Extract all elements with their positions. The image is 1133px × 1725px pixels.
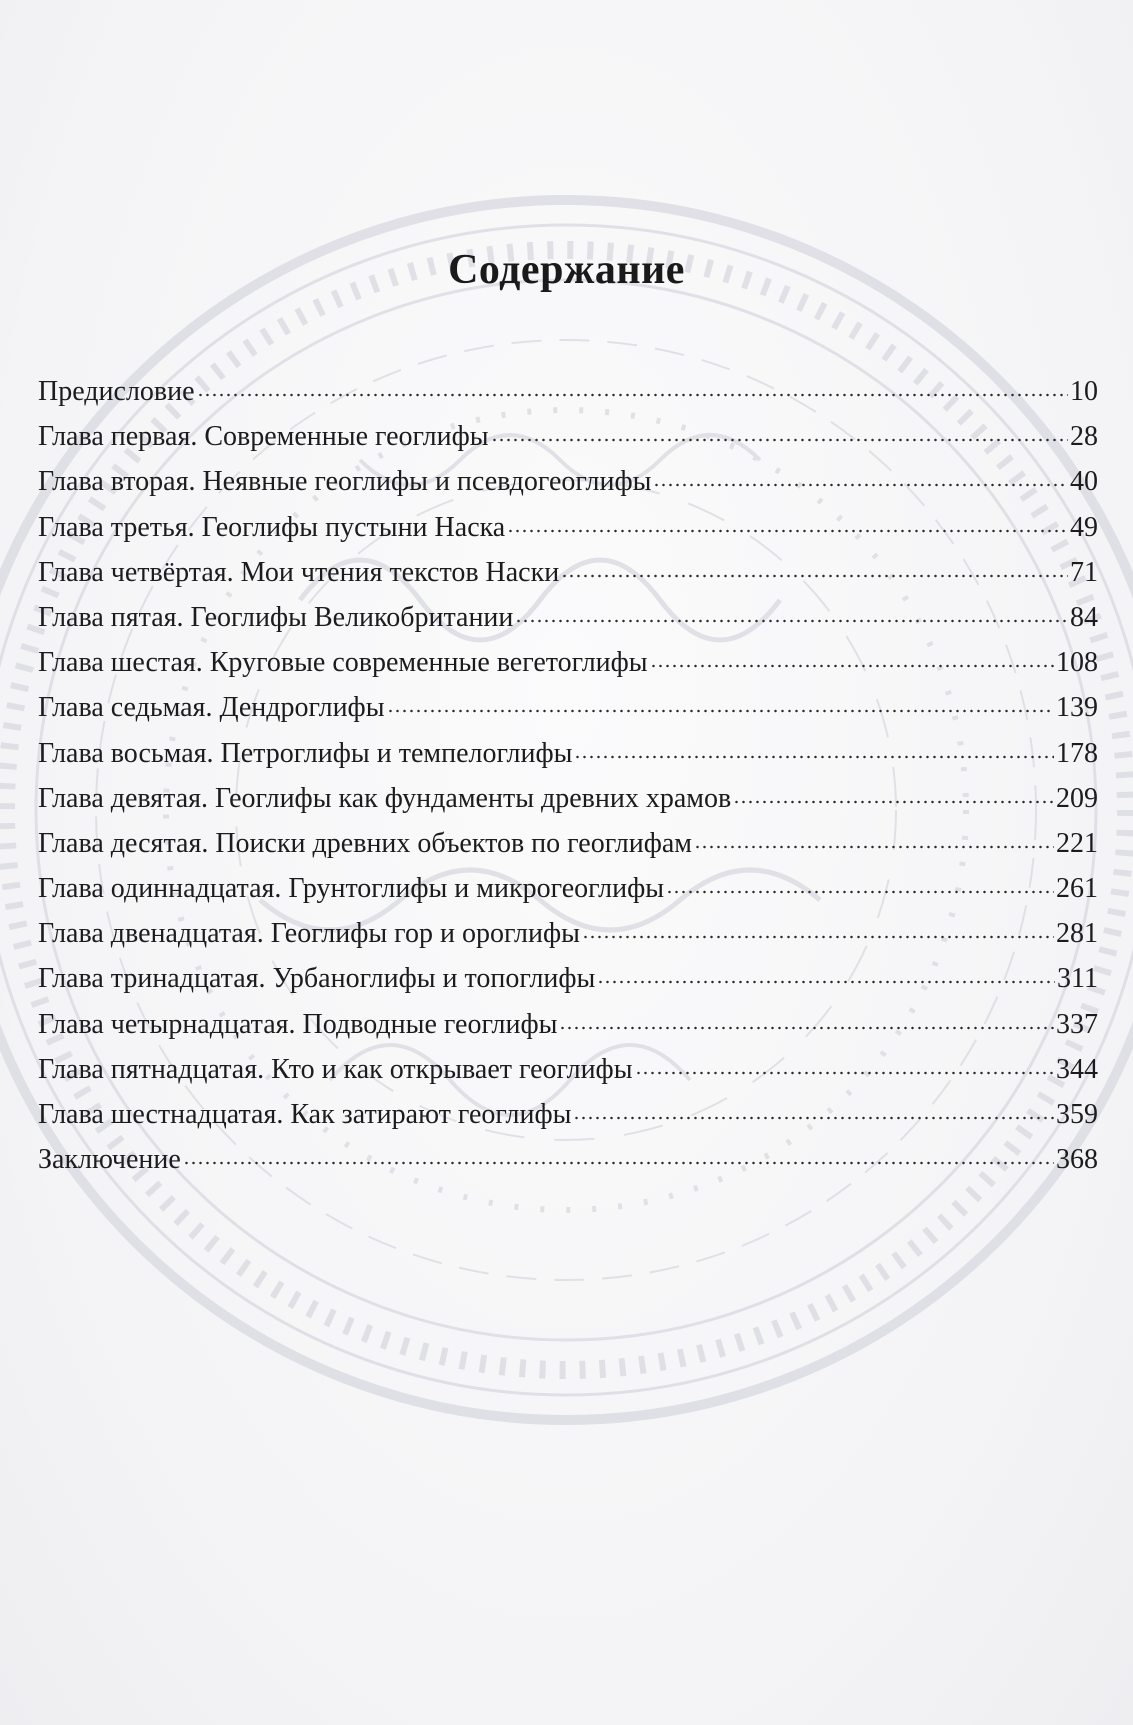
dot-leader	[387, 691, 1054, 719]
toc-entry-label: Заключение	[38, 1144, 181, 1176]
dot-leader	[491, 420, 1068, 448]
toc-entry-label: Глава восьмая. Петроглифы и темпелоглифы	[38, 737, 573, 769]
toc-entry-page: 178	[1056, 737, 1098, 769]
toc-entry-label: Глава третья. Геоглифы пустыни Наска	[38, 511, 506, 543]
toc-entry-page: 281	[1056, 918, 1098, 950]
dot-leader	[561, 556, 1068, 584]
toc-entry[interactable]	[38, 821, 1098, 866]
dot-leader	[666, 872, 1054, 900]
toc-entry[interactable]	[38, 640, 1098, 685]
dot-leader	[597, 962, 1055, 990]
toc-entry[interactable]	[38, 956, 1098, 1001]
toc-entry-label: Глава первая. Современные геоглифы	[38, 421, 489, 453]
toc-entry[interactable]	[38, 1002, 1098, 1047]
toc-entry-page: 359	[1056, 1099, 1098, 1130]
toc-entry-page: 10	[1070, 376, 1098, 407]
toc-entry-label: Глава четвёртая. Мои чтения текстов Наски	[38, 556, 560, 588]
toc-entry-label: Глава шестая. Круговые современные вегетоглифы	[38, 647, 648, 679]
toc-entry[interactable]	[38, 505, 1098, 550]
toc-entry-page: 84	[1070, 601, 1098, 633]
dot-leader	[582, 917, 1054, 945]
toc-entry-page: 28	[1070, 421, 1098, 453]
toc-entry-page: 49	[1070, 511, 1098, 543]
toc-entry-label: Предисловие	[38, 376, 195, 407]
toc-entry-label: Глава двенадцатая. Геоглифы гор и ороглифы	[38, 918, 580, 950]
toc-entry-label: Глава пятая. Геоглифы Великобритании	[38, 601, 514, 633]
toc-entry[interactable]	[38, 1092, 1098, 1137]
toc-entry-label: Глава девятая. Геоглифы как фундаменты древних храмов	[38, 782, 732, 814]
toc-entry-page: 311	[1057, 963, 1098, 995]
dot-leader	[183, 1143, 1054, 1171]
toc-entry[interactable]	[38, 731, 1098, 776]
toc-entry[interactable]	[38, 459, 1098, 504]
toc-entry[interactable]	[38, 595, 1098, 640]
toc-entry-page: 108	[1056, 647, 1098, 679]
toc-entry-label: Глава пятнадцатая. Кто и как открывает геоглифы	[38, 1053, 633, 1085]
page-title: Содержание	[448, 247, 685, 293]
toc-entry[interactable]	[38, 685, 1098, 730]
toc-entry-page: 344	[1056, 1053, 1098, 1085]
toc-entry-page: 40	[1070, 466, 1098, 498]
toc-entry[interactable]	[38, 1137, 1098, 1182]
toc-entry[interactable]	[38, 911, 1098, 956]
dot-leader	[635, 1053, 1054, 1081]
table-of-contents	[38, 369, 1098, 1182]
toc-entry[interactable]	[38, 550, 1098, 595]
dot-leader	[653, 465, 1068, 493]
toc-entry[interactable]	[38, 776, 1098, 821]
toc-entry-page: 71	[1070, 556, 1098, 588]
toc-entry[interactable]	[38, 1047, 1098, 1092]
dot-leader	[507, 511, 1068, 539]
toc-entry-label: Глава четырнадцатая. Подводные геоглифы	[38, 1008, 558, 1040]
toc-entry-page: 337	[1056, 1008, 1098, 1040]
dot-leader	[574, 737, 1054, 765]
dot-leader	[559, 1008, 1054, 1036]
toc-entry-label: Глава тринадцатая. Урбаноглифы и топоглифы	[38, 963, 596, 995]
toc-entry-label: Глава вторая. Неявные геоглифы и псевдогеоглифы	[38, 466, 652, 498]
toc-entry-page: 139	[1056, 692, 1098, 724]
dot-leader	[650, 646, 1054, 674]
dot-leader	[197, 375, 1068, 403]
dot-leader	[733, 782, 1054, 810]
dot-leader	[694, 827, 1054, 855]
toc-entry-page: 221	[1056, 827, 1098, 859]
toc-entry[interactable]	[38, 414, 1098, 459]
toc-entry-page: 368	[1056, 1144, 1098, 1176]
toc-entry-label: Глава шестнадцатая. Как затирают геоглифы	[38, 1099, 572, 1130]
toc-entry-label: Глава десятая. Поиски древних объектов по геоглифам	[38, 827, 693, 859]
toc-entry-page: 261	[1056, 873, 1098, 905]
toc-entry-label: Глава седьмая. Дендроглифы	[38, 692, 385, 724]
dot-leader	[515, 601, 1068, 629]
dot-leader	[573, 1098, 1054, 1126]
toc-entry[interactable]	[38, 866, 1098, 911]
toc-entry[interactable]	[38, 369, 1098, 414]
toc-entry-page: 209	[1056, 782, 1098, 814]
toc-entry-label: Глава одиннадцатая. Грунтоглифы и микрогеоглифы	[38, 873, 665, 905]
